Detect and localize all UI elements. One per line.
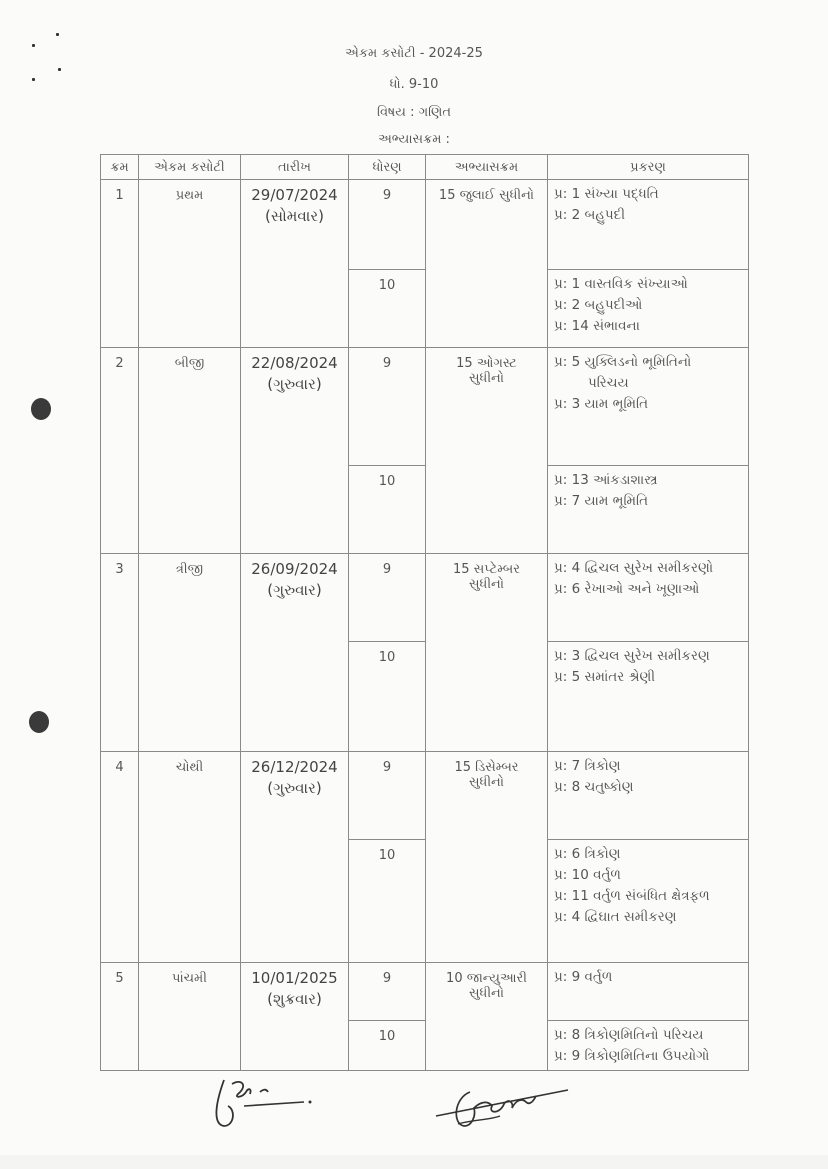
topics-standard-10 bbox=[548, 466, 749, 554]
topic-item: પ્ર: 5 યુક્લિડનો ભૂમિતિનો bbox=[554, 354, 692, 370]
standard-9: 9 bbox=[349, 180, 426, 270]
standard-9: 9 bbox=[349, 963, 426, 1021]
column-header-syllabus: અભ્યાસક્રમ bbox=[426, 155, 548, 180]
test-date-cell bbox=[241, 752, 349, 963]
topic-item: પ્ર: 2 બહુપદીઓ bbox=[554, 297, 643, 313]
test-date: 22/08/2024 bbox=[251, 354, 338, 372]
standard-10: 10 bbox=[349, 840, 426, 963]
test-name: ત્રીજી bbox=[139, 554, 241, 752]
syllabus-label: અભ્યાસક્રમ : bbox=[378, 132, 450, 147]
table-row bbox=[101, 752, 749, 840]
topic-item: પ્ર: 3 યામ ભૂમિતિ bbox=[554, 396, 649, 412]
column-header-date: તારીખ bbox=[241, 155, 349, 180]
topic-item: પ્ર: 10 વર્તુળ bbox=[554, 867, 621, 883]
test-date: 10/01/2025 bbox=[251, 969, 338, 987]
scan-speck bbox=[56, 33, 59, 36]
topics-standard-9 bbox=[548, 963, 749, 1021]
test-day: (ગુરુવાર) bbox=[267, 779, 322, 797]
table-row bbox=[101, 180, 749, 270]
schedule-table bbox=[100, 154, 749, 1071]
row-number: 2 bbox=[101, 348, 139, 554]
topic-item: પ્ર: 9 ત્રિકોણમિતિના ઉપયોગો bbox=[554, 1048, 710, 1064]
test-name: પ્રથમ bbox=[139, 180, 241, 348]
standard-9: 9 bbox=[349, 554, 426, 642]
topic-item: પ્ર: 6 રેખાઓ અને ખૂણાઓ bbox=[554, 581, 700, 597]
topic-item: પ્ર: 8 ત્રિકોણમિતિનો પરિચય bbox=[554, 1027, 704, 1043]
scan-speck bbox=[58, 68, 61, 71]
topic-item: પ્ર: 6 ત્રિકોણ bbox=[554, 846, 621, 862]
standard-9: 9 bbox=[349, 348, 426, 466]
signature-right bbox=[430, 1080, 580, 1135]
test-name: પાંચમી bbox=[139, 963, 241, 1071]
topics-standard-10 bbox=[548, 642, 749, 752]
column-header-standard: ધોરણ bbox=[349, 155, 426, 180]
topic-item: પ્ર: 2 બહુપદી bbox=[554, 207, 626, 223]
test-day: (શુક્રવાર) bbox=[267, 990, 322, 1008]
table-row bbox=[101, 348, 749, 466]
topic-item: પ્ર: 11 વર્તુળ સંબંધિત ક્ષેત્રફળ bbox=[554, 888, 710, 904]
column-header-chapter: પ્રકરણ bbox=[548, 155, 749, 180]
punch-hole bbox=[31, 398, 51, 420]
topic-item: પ્ર: 7 યામ ભૂમિતિ bbox=[554, 493, 649, 509]
test-day: (સોમવાર) bbox=[265, 207, 324, 225]
topics-standard-10 bbox=[548, 840, 749, 963]
topic-item: પ્ર: 1 સંખ્યા પદ્ધતિ bbox=[554, 186, 659, 202]
table-row bbox=[101, 963, 749, 1021]
test-day: (ગુરુવાર) bbox=[267, 581, 322, 599]
document-title: એકમ કસોટી - 2024-25 bbox=[345, 46, 483, 61]
row-number: 4 bbox=[101, 752, 139, 963]
signature-left bbox=[210, 1072, 320, 1132]
test-date-cell bbox=[241, 348, 349, 554]
topic-item: પ્ર: 8 ચતુષ્કોણ bbox=[554, 779, 634, 795]
column-header-test: એકમ કસોટી bbox=[139, 155, 241, 180]
topic-item: પ્ર: 14 સંભાવના bbox=[554, 318, 640, 334]
topics-standard-9 bbox=[548, 348, 749, 466]
test-date-cell bbox=[241, 180, 349, 348]
standard-10: 10 bbox=[349, 466, 426, 554]
topics-standard-9 bbox=[548, 752, 749, 840]
topic-item: પ્ર: 1 વાસ્તવિક સંખ્યાઓ bbox=[554, 276, 688, 292]
test-date: 29/07/2024 bbox=[251, 186, 338, 204]
topic-item: પ્ર: 3 દ્વિચલ સુરેખ સમીકરણ bbox=[554, 648, 710, 664]
syllabus-range: 15 જુલાઈ સુધીનો bbox=[426, 180, 548, 348]
row-number: 3 bbox=[101, 554, 139, 752]
punch-hole bbox=[29, 711, 49, 733]
topic-item: પ્ર: 13 આંકડાશાસ્ત્ર bbox=[554, 472, 658, 488]
test-day: (ગુરુવાર) bbox=[267, 375, 322, 393]
grade-label: ધો. 9-10 bbox=[389, 77, 439, 92]
topics-standard-9 bbox=[548, 180, 749, 270]
syllabus-range: 15 સપ્ટેમ્બર સુધીનો bbox=[426, 554, 548, 752]
topics-standard-10 bbox=[548, 270, 749, 348]
standard-10: 10 bbox=[349, 270, 426, 348]
test-date-cell bbox=[241, 963, 349, 1071]
column-header-number: ક્રમ bbox=[101, 155, 139, 180]
standard-9: 9 bbox=[349, 752, 426, 840]
test-name: બીજી bbox=[139, 348, 241, 554]
topic-item: પ્ર: 7 ત્રિકોણ bbox=[554, 758, 621, 774]
standard-10: 10 bbox=[349, 642, 426, 752]
test-name: ચોથી bbox=[139, 752, 241, 963]
topic-item: પ્ર: 4 દ્વિચલ સુરેખ સમીકરણો bbox=[554, 560, 714, 576]
table-row bbox=[101, 554, 749, 642]
test-date: 26/09/2024 bbox=[251, 560, 338, 578]
topic-item: પ્ર: 9 વર્તુળ bbox=[554, 969, 613, 985]
row-number: 5 bbox=[101, 963, 139, 1071]
standard-10: 10 bbox=[349, 1021, 426, 1071]
syllabus-range: 15 ઓગસ્ટ સુધીનો bbox=[426, 348, 548, 554]
syllabus-range: 10 જાન્યુઆરી સુધીનો bbox=[426, 963, 548, 1071]
topic-item: પરિચય bbox=[588, 375, 629, 391]
topic-item: પ્ર: 5 સમાંતર શ્રેણી bbox=[554, 669, 656, 685]
subject-label: વિષય : ગણિત bbox=[377, 105, 451, 120]
test-date: 26/12/2024 bbox=[251, 758, 338, 776]
test-date-cell bbox=[241, 554, 349, 752]
table-header-row bbox=[101, 155, 749, 180]
syllabus-range: 15 ડિસેમ્બર સુધીનો bbox=[426, 752, 548, 963]
row-number: 1 bbox=[101, 180, 139, 348]
topics-standard-9 bbox=[548, 554, 749, 642]
topic-item: પ્ર: 4 દ્વિઘાત સમીકરણ bbox=[554, 909, 677, 925]
topics-standard-10 bbox=[548, 1021, 749, 1071]
